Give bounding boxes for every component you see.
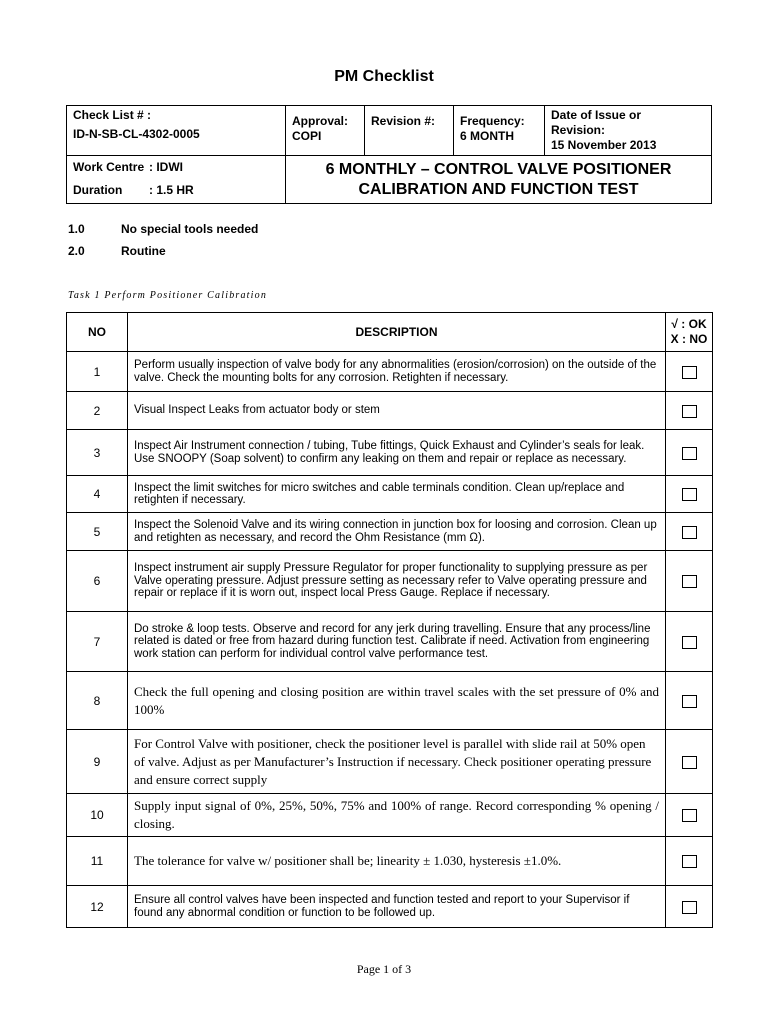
row-checkbox[interactable]	[682, 366, 697, 379]
table-row	[67, 551, 713, 612]
row-number: 5	[67, 513, 128, 551]
table-row	[67, 794, 713, 837]
row-checkbox-cell	[666, 672, 713, 730]
row-description: Inspect the limit switches for micro switches and cable terminals condition. Clean up/replace and retighten if necessary.	[128, 476, 666, 513]
table-row	[67, 476, 713, 513]
main-title-line2: CALIBRATION AND FUNCTION TEST	[358, 180, 639, 198]
row-number: 7	[67, 612, 128, 672]
row-checkbox[interactable]	[682, 636, 697, 649]
row-checkbox[interactable]	[682, 405, 697, 418]
row-checkbox-cell	[666, 476, 713, 513]
header-no: NO	[67, 313, 128, 352]
task-table	[66, 312, 713, 928]
row-checkbox[interactable]	[682, 488, 697, 501]
row-checkbox-cell	[666, 837, 713, 886]
row-checkbox[interactable]	[682, 756, 697, 769]
row-description: Do stroke & loop tests. Observe and record for any jerk during travelling. Ensure that any process/line related is dated or free from hazard during function test. Calibrate if need. Activation from engineering work station can perform for individual control valve performance test.	[128, 612, 666, 672]
row-number: 12	[67, 886, 128, 928]
section-2-text: Routine	[121, 244, 166, 258]
duration-label: Duration	[73, 183, 123, 197]
row-checkbox-cell	[666, 794, 713, 837]
section-1-text: No special tools needed	[121, 222, 259, 236]
table-row	[67, 886, 713, 928]
row-description: Supply input signal of 0%, 25%, 50%, 75% and 100% of range. Record corresponding % opening / closing.	[128, 794, 666, 837]
table-row	[67, 513, 713, 551]
row-checkbox[interactable]	[682, 855, 697, 868]
table-row	[67, 392, 713, 430]
table-row	[67, 352, 713, 392]
work-centre-cell	[67, 156, 286, 204]
row-number: 1	[67, 352, 128, 392]
row-description: Visual Inspect Leaks from actuator body or stem	[128, 392, 666, 430]
header-x: X : NO	[670, 332, 708, 346]
checklist-value: ID-N-SB-CL-4302-0005	[73, 127, 200, 141]
row-checkbox[interactable]	[682, 695, 697, 708]
row-checkbox[interactable]	[682, 447, 697, 460]
row-number: 2	[67, 392, 128, 430]
approval-cell	[286, 106, 365, 156]
issue-label: Date of Issue or Revision:	[551, 108, 642, 137]
table-row	[67, 672, 713, 730]
table-row	[67, 430, 713, 476]
approval-value: COPI	[292, 129, 322, 143]
frequency-cell	[454, 106, 545, 156]
header-ok-no	[666, 313, 713, 352]
row-checkbox[interactable]	[682, 901, 697, 914]
row-checkbox-cell	[666, 513, 713, 551]
frequency-value: 6 MONTH	[460, 129, 514, 143]
revision-label: Revision #:	[371, 114, 436, 128]
header-description: DESCRIPTION	[128, 313, 666, 352]
section-1-number: 1.0	[68, 222, 85, 236]
row-number: 3	[67, 430, 128, 476]
main-title-line1: 6 MONTHLY – CONTROL VALVE POSITIONER	[325, 160, 672, 178]
table-row	[67, 612, 713, 672]
task-title: Task 1 Perform Positioner Calibration	[68, 290, 268, 301]
row-number: 4	[67, 476, 128, 513]
section-2-number: 2.0	[68, 244, 85, 258]
row-number: 10	[67, 794, 128, 837]
row-description: For Control Valve with positioner, check the positioner level is parallel with slide rail at 50% open of valve. Adjust as per Manufacturer’s Instruction if necessary. Check positioner operating pressure and ensure correct supply	[128, 730, 666, 794]
section-1	[68, 222, 258, 236]
checklist-label: Check List # :	[73, 108, 152, 122]
work-centre-label: Work Centre	[73, 160, 145, 174]
row-checkbox-cell	[666, 730, 713, 794]
row-description: Ensure all control valves have been inspected and function tested and report to your Supervisor if found any abnormal condition or function to be followed up.	[128, 886, 666, 928]
issue-value: 15 November 2013	[551, 138, 657, 152]
row-checkbox[interactable]	[682, 575, 697, 588]
row-description: Inspect Air Instrument connection / tubing, Tube fittings, Quick Exhaust and Cylinder’s seals for leak. Use SNOOPY (Soap solvent) to confirm any leaking on them and repair or replace as necessary.	[128, 430, 666, 476]
row-checkbox-cell	[666, 886, 713, 928]
row-number: 9	[67, 730, 128, 794]
row-checkbox-cell	[666, 392, 713, 430]
row-description: The tolerance for valve w/ positioner shall be; linearity ± 1.030, hysteresis ±1.0%.	[128, 837, 666, 886]
header-ok: √ : OK	[671, 317, 707, 331]
frequency-label: Frequency:	[460, 114, 525, 128]
row-number: 8	[67, 672, 128, 730]
row-description: Inspect instrument air supply Pressure Regulator for proper functionality to supplying pressure as per Valve operating pressure. Adjust pressure setting as necessary refer to Valve operating pressure and repair or replace if it is worn out, inspect local Press Gauge. Replace if necessary.	[128, 551, 666, 612]
table-row	[67, 730, 713, 794]
main-title-cell	[286, 156, 712, 204]
row-checkbox[interactable]	[682, 809, 697, 822]
page-number: Page 1 of 3	[356, 962, 412, 976]
table-row	[67, 837, 713, 886]
row-checkbox-cell	[666, 612, 713, 672]
duration-value: : 1.5 HR	[149, 183, 194, 197]
row-checkbox[interactable]	[682, 526, 697, 539]
section-2	[68, 244, 166, 258]
checklist-cell	[67, 106, 286, 156]
revision-cell	[365, 106, 454, 156]
row-number: 6	[67, 551, 128, 612]
row-description: Perform usually inspection of valve body for any abnormalities (erosion/corrosion) on the outside of the valve. Check the mounting bolts for any corrosion. Retighten if necessary.	[128, 352, 666, 392]
row-description: Inspect the Solenoid Valve and its wiring connection in junction box for loosing and corrosion. Clean up and retighten as necessary, and record the Ohm Resistance (mm Ω).	[128, 513, 666, 551]
approval-label: Approval:	[292, 114, 349, 128]
row-checkbox-cell	[666, 430, 713, 476]
row-checkbox-cell	[666, 352, 713, 392]
issue-cell	[545, 106, 712, 156]
row-checkbox-cell	[666, 551, 713, 612]
row-number: 11	[67, 837, 128, 886]
header-table	[66, 105, 712, 204]
work-centre-value: : IDWI	[149, 160, 183, 174]
page-title: PM Checklist	[334, 68, 434, 85]
row-description: Check the full opening and closing position are within travel scales with the set pressure of 0% and 100%	[128, 672, 666, 730]
table-header-row	[67, 313, 713, 352]
